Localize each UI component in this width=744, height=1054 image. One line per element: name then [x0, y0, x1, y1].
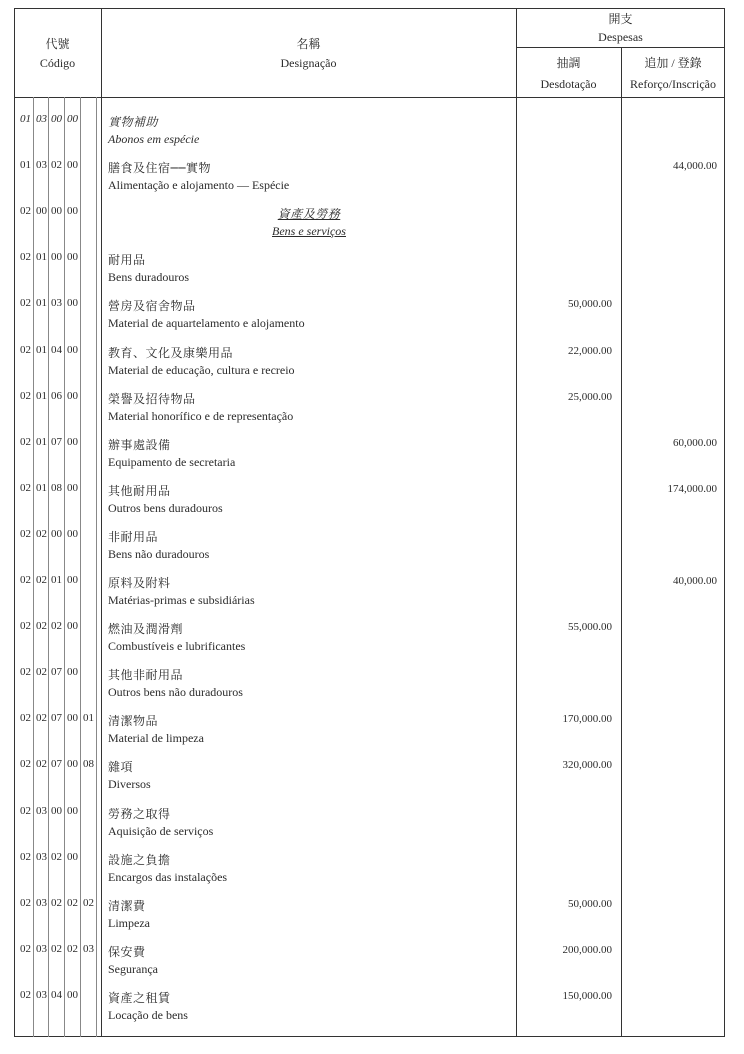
code-segment: 04 [51, 343, 62, 356]
row-name-zh: 其他耐用品 [108, 483, 171, 498]
table-row [0, 378, 744, 424]
header-code-zh: 代號 [45, 37, 70, 51]
row-name-zh: 非耐用品 [108, 529, 159, 544]
table-row [0, 793, 744, 839]
row-name-zh: 辦事處設備 [108, 437, 171, 452]
code-segment: 02 [20, 988, 31, 1001]
code-segment: 03 [83, 942, 94, 955]
code-segment: 00 [51, 804, 62, 817]
code-segment: 01 [51, 574, 62, 586]
row-name-zh: 原料及附料 [108, 576, 171, 590]
code-segment: 02 [20, 666, 31, 679]
code-segment: 02 [36, 620, 47, 633]
code-segment: 00 [67, 988, 78, 1001]
row-desdotacao: 50,000.00 [568, 298, 612, 311]
code-segment: 07 [51, 435, 62, 448]
code-segment: 02 [20, 297, 31, 310]
code-segment: 02 [83, 896, 94, 909]
row-name-zh: 耐用品 [108, 253, 146, 268]
row-name-pt: Equipamento de secretaria [108, 454, 236, 469]
code-segment: 00 [67, 758, 78, 771]
table-top-border [14, 8, 725, 9]
row-name-zh: 清潔物品 [108, 714, 159, 729]
row-desdotacao: 150,000.00 [562, 989, 612, 1002]
table-row [0, 977, 744, 1023]
code-segment: 02 [36, 712, 47, 725]
header-code-pt: Código [39, 56, 76, 70]
row-reforco: 44,000.00 [673, 160, 717, 173]
code-segment: 00 [67, 481, 78, 494]
row-desdotacao: 22,000.00 [568, 344, 612, 357]
row-reforco: 174,000.00 [667, 482, 717, 495]
code-segment: 02 [36, 758, 47, 771]
code-segment: 03 [36, 988, 47, 1001]
header-name-zh: 名稱 [296, 37, 321, 51]
row-desdotacao: 320,000.00 [562, 759, 612, 772]
row-name-pt: Bens duradouros [108, 270, 189, 285]
header-reforco-pt: Reforço/Inscrição [630, 77, 716, 91]
row-name-zh: 設施之負擔 [108, 852, 171, 867]
table-row [0, 285, 744, 331]
code-segment: 00 [67, 251, 78, 264]
row-name-pt: Bens e serviços [272, 224, 346, 239]
row-name-pt: Material de limpeza [108, 731, 204, 746]
code-segment: 01 [36, 251, 47, 264]
row-name-pt: Matérias-primas e subsidiárias [108, 593, 255, 607]
code-segment: 02 [20, 251, 31, 264]
row-name-pt: Outros bens duradouros [108, 500, 223, 515]
code-segment: 02 [20, 620, 31, 633]
code-segment: 00 [67, 574, 78, 586]
code-segment: 02 [20, 205, 31, 218]
row-name-pt: Combustíveis e lubrificantes [108, 639, 246, 654]
code-segment: 07 [51, 712, 62, 725]
code-segment: 00 [51, 527, 62, 540]
code-segment: 00 [67, 435, 78, 448]
table-row [0, 654, 744, 700]
code-segment: 02 [20, 804, 31, 817]
code-segment: 03 [36, 159, 47, 172]
code-segment: 02 [20, 758, 31, 771]
code-segment: 00 [67, 850, 78, 863]
code-segment: 00 [67, 113, 78, 125]
table-row [0, 562, 744, 608]
code-segment: 00 [67, 527, 78, 540]
table-row [0, 746, 744, 792]
code-segment: 02 [20, 481, 31, 494]
table-row [0, 470, 744, 516]
row-name-pt: Abonos em espécie [108, 132, 200, 146]
code-segment: 07 [51, 666, 62, 679]
code-segment: 08 [83, 758, 94, 771]
table-row [0, 332, 744, 378]
code-segment: 02 [20, 942, 31, 955]
code-segment: 00 [67, 620, 78, 633]
row-desdotacao: 200,000.00 [562, 943, 612, 956]
row-name-pt: Aquisição de serviços [108, 823, 214, 838]
code-segment: 00 [67, 804, 78, 817]
table-row [0, 424, 744, 470]
row-name-pt: Material de aquartelamento e alojamento [108, 316, 305, 331]
code-segment: 00 [67, 205, 78, 218]
code-segment: 03 [36, 896, 47, 909]
row-reforco: 60,000.00 [673, 436, 717, 449]
header-reforco-zh: 追加 / 登錄 [644, 56, 702, 70]
row-name-pt: Locação de bens [108, 1007, 188, 1022]
table-row [0, 839, 744, 885]
table-row [0, 193, 744, 239]
code-segment: 07 [51, 758, 62, 771]
code-segment: 02 [51, 620, 62, 633]
code-segment: 02 [20, 574, 31, 586]
code-segment: 00 [67, 666, 78, 679]
table-row [0, 700, 744, 746]
header-despesas-zh: 開支 [608, 12, 633, 26]
row-name-zh: 教育、文化及康樂用品 [108, 345, 234, 360]
table-row [0, 931, 744, 977]
code-segment: 02 [51, 942, 62, 955]
header-despesas-pt: Despesas [598, 30, 643, 44]
code-segment: 02 [36, 574, 47, 586]
row-desdotacao: 50,000.00 [568, 897, 612, 910]
code-segment: 00 [67, 343, 78, 356]
code-segment: 01 [36, 297, 47, 310]
code-segment: 03 [51, 297, 62, 310]
table-row [0, 239, 744, 285]
code-segment: 00 [67, 297, 78, 310]
code-segment: 02 [20, 435, 31, 448]
code-segment: 02 [67, 942, 78, 955]
code-segment: 01 [36, 343, 47, 356]
code-segment: 01 [36, 481, 47, 494]
row-name-pt: Material honorífico e de representação [108, 408, 294, 423]
table-row [0, 147, 744, 193]
code-segment: 02 [20, 850, 31, 863]
row-name-pt: Limpeza [108, 915, 150, 930]
row-name-zh: 勞務之取得 [108, 806, 171, 821]
header-desdotacao-zh: 抽調 [556, 56, 581, 70]
row-name-pt: Segurança [108, 961, 158, 976]
row-name-zh: 膳食及住宿──實物 [108, 161, 211, 176]
code-segment: 02 [20, 712, 31, 725]
code-segment: 03 [36, 942, 47, 955]
code-segment: 00 [67, 389, 78, 402]
code-segment: 02 [51, 159, 62, 172]
row-reforco: 40,000.00 [673, 575, 717, 587]
row-name-pt: Material de educação, cultura e recreio [108, 362, 295, 377]
code-segment: 00 [51, 251, 62, 264]
code-segment: 02 [20, 896, 31, 909]
row-desdotacao: 170,000.00 [562, 713, 612, 726]
table-row [0, 608, 744, 654]
code-segment: 00 [67, 159, 78, 172]
code-segment: 02 [36, 666, 47, 679]
header-desdotacao-pt: Desdotação [540, 77, 597, 91]
code-segment: 04 [51, 988, 62, 1001]
code-segment: 03 [36, 804, 47, 817]
code-segment: 02 [51, 896, 62, 909]
row-name-pt: Alimentação e alojamento — Espécie [108, 178, 290, 193]
table-row [0, 516, 744, 562]
table-row [0, 885, 744, 931]
code-segment: 00 [67, 712, 78, 725]
row-desdotacao: 55,000.00 [568, 621, 612, 634]
row-name-zh: 實物補助 [108, 115, 159, 129]
row-name-pt: Diversos [108, 777, 151, 792]
code-segment: 01 [36, 389, 47, 402]
row-name-zh: 榮譽及招待物品 [108, 391, 196, 406]
code-segment: 01 [36, 435, 47, 448]
code-segment: 02 [36, 527, 47, 540]
code-segment: 00 [51, 205, 62, 218]
row-name-zh: 其他非耐用品 [108, 668, 184, 683]
code-segment: 06 [51, 389, 62, 402]
row-name-zh: 保安費 [108, 944, 146, 959]
table-row [0, 101, 744, 147]
code-segment: 03 [36, 113, 47, 125]
header-name-pt: Designação [280, 56, 337, 70]
row-name-zh: 燃油及潤滑劑 [108, 622, 184, 637]
code-segment: 01 [20, 159, 31, 172]
code-segment: 02 [20, 527, 31, 540]
code-segment: 02 [51, 850, 62, 863]
header-bottom-border [14, 97, 725, 98]
table-bottom-border [14, 1036, 725, 1037]
row-name-zh: 雜項 [108, 760, 134, 775]
row-name-pt: Bens não duradouros [108, 546, 210, 561]
code-segment: 01 [20, 113, 31, 125]
row-name-zh: 資產之租賃 [108, 990, 171, 1005]
row-name-pt: Encargos das instalações [108, 869, 228, 884]
code-segment: 03 [36, 850, 47, 863]
row-name-pt: Outros bens não duradouros [108, 685, 243, 700]
code-segment: 02 [67, 896, 78, 909]
code-segment: 02 [20, 389, 31, 402]
code-segment: 00 [36, 205, 47, 218]
row-desdotacao: 25,000.00 [568, 390, 612, 403]
code-segment: 02 [20, 343, 31, 356]
row-name-zh: 清潔費 [108, 898, 146, 913]
row-name-zh: 資產及勞務 [277, 207, 341, 222]
code-segment: 01 [83, 712, 94, 725]
code-segment: 00 [51, 113, 62, 125]
code-segment: 08 [51, 481, 62, 494]
row-name-zh: 營房及宿舍物品 [108, 299, 196, 314]
